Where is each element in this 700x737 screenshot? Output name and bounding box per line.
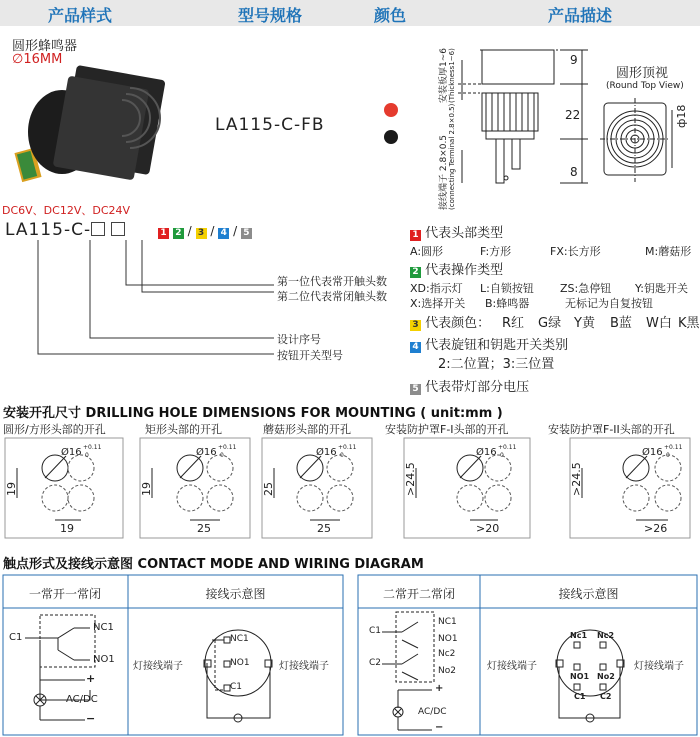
model-code-prefix: LA115-C- (5, 220, 92, 240)
drill-hole-dashed (207, 485, 233, 511)
diameter-arrow (300, 456, 321, 478)
legend-square-3: 3 (410, 320, 421, 331)
drill-tolerance-zero: 0 (666, 452, 670, 459)
legend-square-4: 4 (410, 342, 421, 353)
left-c1-label: C1 (9, 632, 23, 643)
right-wiring-title: 接线示意图 (558, 587, 619, 601)
right-wiring-no1: NO1 (570, 672, 590, 681)
callout-second-digit: 第二位代表常闭触头数 (277, 290, 387, 303)
drill-panel-title-3: 蘑菇形头部的开孔 (263, 423, 351, 436)
drill-panel-frame (140, 438, 250, 538)
legend-square-2: 2 (410, 267, 421, 278)
header-color: 颜色 (373, 6, 406, 25)
legend-square-5: 5 (410, 384, 421, 395)
drill-unit: ( unit:mm ) (420, 406, 503, 421)
legend-item: B:蜂鸣器 (485, 297, 530, 310)
left-wiring-nc1: NC1 (230, 634, 249, 644)
legend-item: G绿 (538, 316, 562, 331)
legend-item: L:自锁按钮 (480, 282, 534, 295)
drill-panel-frame (570, 438, 690, 538)
drill-hole-dashed (297, 485, 323, 511)
legend-item: M:蘑菇形 (645, 245, 692, 258)
legend-square-1: 1 (410, 230, 421, 241)
dim-8: 8 (570, 165, 578, 179)
drill-hole-dashed (207, 455, 233, 481)
right-nc2-label: Nc2 (438, 649, 456, 659)
legend-operation-type-title: 代表操作类型 (425, 263, 504, 278)
right-nc1-label: NC1 (438, 617, 457, 627)
left-no1-label: NO1 (93, 654, 115, 665)
side-view-drawing (458, 50, 588, 183)
left-wiring-c1: C1 (230, 682, 243, 692)
drill-horizontal-dim: 19 (60, 522, 74, 535)
code-square-2: 2 (173, 228, 184, 239)
drill-panel-frame (404, 438, 530, 538)
left-lamp-terminal-left: 灯接线端子 (133, 661, 183, 672)
drill-vertical-dim: 25 (262, 482, 275, 496)
drill-panel-title-1: 圆形/方形头部的开孔 (3, 423, 106, 436)
legend-item: K黑 (678, 316, 700, 331)
drill-tolerance-plus: +0.11 (664, 444, 683, 451)
terminal-label: 接线端子 2.8×0.5 (439, 134, 449, 210)
drill-vertical-dim: 19 (140, 482, 153, 496)
left-contact-mode-title: 一常开一常闭 (28, 587, 101, 601)
legend-color-title: 代表颜色： (425, 316, 491, 331)
right-contact-mode-title: 二常开二常闭 (382, 587, 455, 601)
drill-diameter-label: Ø16 (476, 447, 497, 458)
drilling-diagrams (5, 438, 690, 538)
legend-head-type-title: 代表头部类型 (425, 226, 504, 241)
drill-panel-title-4: 安装防护罩F-I头部的开孔 (385, 423, 509, 436)
left-acdc-label: AC/DC (66, 694, 98, 705)
buzzer-photo (14, 65, 165, 182)
right-wiring-nc1: Nc1 (570, 631, 588, 640)
code-callout-lines (38, 240, 274, 354)
left-wiring-no1: NO1 (230, 658, 250, 668)
right-plus-label: + (435, 683, 444, 694)
right-c1-label: C1 (369, 626, 382, 636)
right-c2-label: C2 (369, 658, 382, 668)
legend-knob-positions: 2:二位置；3:三位置 (438, 357, 555, 372)
drill-hole-dashed (177, 485, 203, 511)
right-wiring-no2: No2 (597, 672, 615, 681)
drill-horizontal-dim: >20 (476, 522, 500, 535)
right-acdc-label: AC/DC (418, 707, 447, 717)
drill-panel-title-2: 矩形头部的开孔 (145, 423, 222, 436)
drill-tolerance-plus: +0.11 (338, 444, 357, 451)
drill-hole-dashed (68, 485, 94, 511)
left-plus-label: + (86, 672, 96, 685)
drill-diameter-label: Ø16 (196, 447, 217, 458)
drill-tolerance-plus: +0.11 (218, 444, 237, 451)
legend-item: B蓝 (610, 316, 632, 331)
right-no2-label: No2 (438, 666, 456, 676)
code-square-4: 4 (218, 228, 229, 239)
drill-hole-dashed (327, 485, 353, 511)
drill-vertical-dim: >24.5 (570, 462, 583, 496)
drill-hole-dashed (42, 485, 68, 511)
code-separator: / (210, 224, 215, 238)
callout-switch-model: 按钮开关型号 (277, 349, 343, 362)
code-separator: / (187, 224, 192, 238)
drill-hole-dashed (327, 455, 353, 481)
legend-item: Y黄 (574, 316, 595, 331)
drill-tolerance-plus: +0.11 (83, 444, 102, 451)
drill-diameter-label: Ø16 (316, 447, 337, 458)
product-name: 圆形蜂鸣器 (12, 39, 78, 54)
right-no1-label: NO1 (438, 634, 458, 644)
right-lamp-terminal-right: 灯接线端子 (634, 661, 684, 672)
legend-item: XD:指示灯 (410, 282, 463, 295)
dim-9: 9 (570, 53, 578, 67)
header-product-style: 产品样式 (47, 6, 112, 25)
drill-panel-frame (262, 438, 372, 538)
contact-section-title: 触点形式及接线示意图 CONTACT MODE AND WIRING DIAGRAM (3, 557, 424, 572)
legend-item: F:方形 (480, 245, 512, 258)
drill-hole-dashed (68, 455, 94, 481)
drill-hole-dashed (485, 485, 511, 511)
left-nc1-label: NC1 (93, 622, 114, 633)
callout-first-digit: 第一位代表常开触头数 (277, 275, 387, 288)
legend-item: W白 (646, 316, 672, 331)
product-voltages: DC6V、DC12V、DC24V (2, 204, 131, 217)
drill-tolerance-plus: +0.11 (498, 444, 517, 451)
drill-vertical-dim: 19 (5, 482, 18, 496)
header-product-description: 产品描述 (547, 6, 612, 25)
legend-lamp-voltage-title: 代表带灯部分电压 (425, 380, 530, 395)
diameter-arrow (626, 456, 647, 478)
drill-tolerance-zero: 0 (220, 452, 224, 459)
model-number: LA115-C-FB (215, 115, 325, 135)
left-minus-label: − (86, 712, 96, 725)
drill-tolerance-zero: 0 (500, 452, 504, 459)
code-square-3: 3 (196, 228, 207, 239)
legend-knob-type-title: 代表旋钮和钥匙开关类别 (425, 338, 569, 353)
terminal-label-en: (connecting Terminal 2.8×0.5) (448, 103, 456, 210)
dim-22: 22 (565, 108, 581, 122)
legend-item: R红 (502, 316, 525, 331)
drill-section-title: 安装开孔尺寸 DRILLING HOLE DIMENSIONS FOR MOUNTING ( unit:mm ) (3, 406, 503, 421)
header-model-spec: 型号规格 (237, 6, 302, 25)
drill-diameter-label: Ø16 (61, 447, 82, 458)
legend-item: 无标记为自复按钮 (565, 297, 653, 310)
color-swatch-red (384, 103, 398, 117)
drill-panel-title-5: 安装防护罩F-II头部的开孔 (548, 423, 675, 436)
drill-hole-dashed (655, 455, 681, 481)
drill-hole-dashed (485, 455, 511, 481)
diameter-arrow (180, 456, 201, 478)
top-view-title-en: (Round Top View) (606, 81, 684, 91)
drill-tolerance-zero: 0 (85, 452, 89, 459)
thickness-label: 安装板厚1~6 (439, 48, 449, 103)
code-square-5: 5 (241, 228, 252, 239)
drill-tolerance-zero: 0 (340, 452, 344, 459)
drill-hole-dashed (457, 485, 483, 511)
top-view-title: 圆形顶视 (616, 66, 669, 81)
code-separator: / (233, 224, 238, 238)
diameter-arrow (45, 456, 66, 478)
left-wiring-title: 接线示意图 (205, 587, 266, 601)
drill-vertical-dim: >24.5 (404, 462, 417, 496)
legend-item: Y:钥匙开关 (635, 282, 688, 295)
callout-design-serial: 设计序号 (277, 333, 321, 346)
legend-item: ZS:急停钮 (560, 282, 612, 295)
legend-item: A:圆形 (410, 245, 444, 258)
dim-phi18: ф18 (675, 104, 688, 128)
drill-diameter-label: Ø16 (642, 447, 663, 458)
code-square-1: 1 (158, 228, 169, 239)
round-top-view-drawing (600, 98, 672, 182)
right-lamp-terminal-left: 灯接线端子 (487, 661, 537, 672)
drill-hole-dashed (623, 485, 649, 511)
drill-horizontal-dim: 25 (317, 522, 331, 535)
color-swatch-black (384, 130, 398, 144)
right-wiring-nc2: Nc2 (597, 631, 615, 640)
drill-horizontal-dim: >26 (644, 522, 668, 535)
drill-hole-dashed (655, 485, 681, 511)
diameter-arrow (460, 456, 481, 478)
right-wiring-c1: C1 (574, 692, 586, 701)
right-minus-label: − (435, 722, 444, 733)
left-lamp-terminal-right: 灯接线端子 (279, 661, 329, 672)
drill-horizontal-dim: 25 (197, 522, 211, 535)
thickness-label-en: (Thickness1~6) (448, 48, 456, 103)
legend-item: FX:长方形 (550, 245, 601, 258)
legend-item: X:选择开关 (410, 297, 466, 310)
product-size: ∅16MM (12, 52, 63, 67)
right-wiring-c2: C2 (600, 692, 612, 701)
